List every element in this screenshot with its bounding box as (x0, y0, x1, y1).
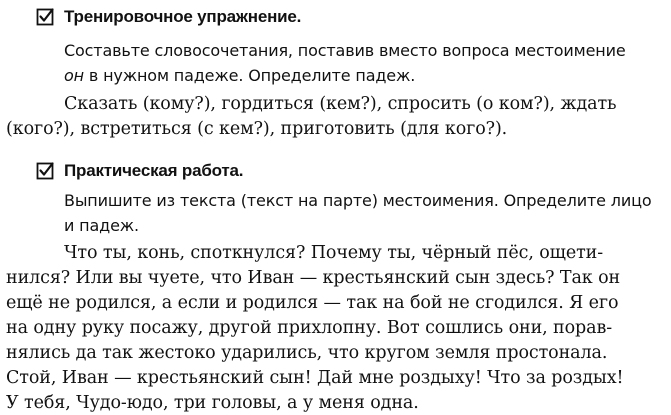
text-line: нялись да так жестоко ударились, что кругом земля простонала. (6, 343, 608, 363)
exercise-instruction (64, 38, 664, 88)
exercise-heading-row (0, 4, 671, 30)
practical-heading-row (0, 158, 671, 184)
instruction-text-1: Составьте словосочетания, поставив вместо вопроса местоимение (64, 41, 626, 60)
practical-instruction (64, 188, 664, 238)
task-line: (кого?), встретиться (с кем?), приготовить (для кого?). (6, 119, 508, 139)
practical-heading: Практическая работа. (64, 161, 244, 180)
exercise-section (0, 4, 671, 139)
checked-box-icon (36, 161, 56, 181)
instruction-line: и падеж. (64, 216, 139, 235)
practical-section (0, 158, 671, 413)
text-line: У тебя, Чудо-юдо, три головы, а у меня одна. (6, 393, 419, 413)
checked-box-icon (36, 7, 56, 27)
task-line: Сказать (кому?), гордиться (кем?), спросить (о ком?), ждать (64, 94, 617, 114)
text-line: Что ты, конь, споткнулся? Почему ты, чёрный пёс, ощети- (64, 243, 604, 263)
instruction-text-2: в нужном падеже. Определите падеж. (83, 66, 416, 85)
exercise-heading: Тренировочное упражнение. (64, 7, 302, 26)
text-line: Стой, Иван — крестьянский сын! Дай мне роздыху! Что за роздых! (6, 368, 624, 388)
instruction-italic-pronoun: он (64, 66, 84, 85)
text-line: нился? Или вы чуете, что Иван — крестьянский сын здесь? Так он (6, 268, 621, 288)
text-line: ещё не родился, а если и родился — так на бой не сгодился. Я его (6, 293, 619, 313)
text-line: на одну руку посажу, другой прихлопну. Вот сошлись они, порав- (6, 318, 613, 338)
instruction-line: Выпишите из текста (текст на парте) местоимения. Определите лицо (64, 191, 652, 210)
